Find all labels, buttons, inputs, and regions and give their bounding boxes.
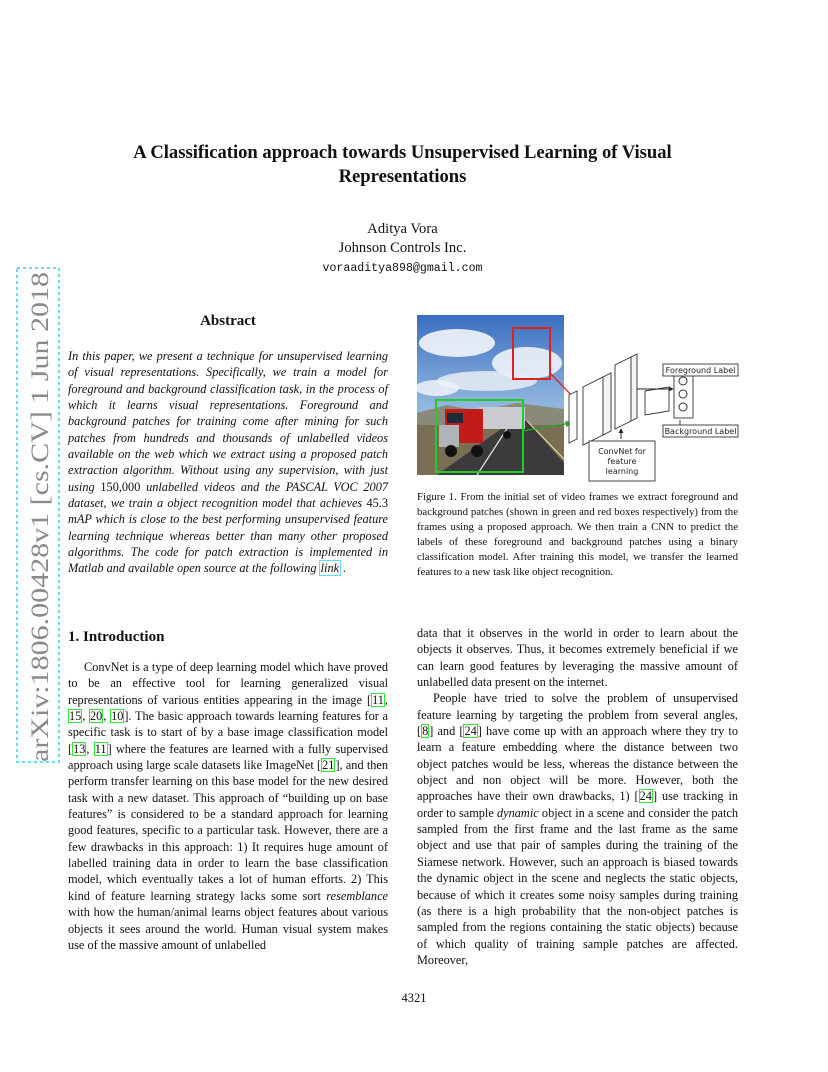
- abstract-body: [68, 348, 388, 577]
- right-column-body: [417, 625, 738, 968]
- intro-text-resemblance: resemblance: [326, 888, 388, 903]
- citation-24[interactable]: 24: [464, 724, 477, 739]
- author-email: voraaditya898@gmail.com: [322, 262, 483, 275]
- intro-p2-text-a: People have tried to solve the problem of unsupervised feature learning by targeting the problem from several angles,: [417, 691, 738, 722]
- intro-p2-and: and: [433, 724, 460, 739]
- intro-text-e: with how the human/animal learns object features about various objects it sees around the world. Human visual system makes use of the massive amount of unlabelled: [68, 905, 388, 952]
- citation-11b[interactable]: 11: [94, 741, 107, 756]
- convnet-layers: [569, 354, 669, 445]
- paper-title: [90, 141, 715, 189]
- citation-20[interactable]: 20: [90, 709, 103, 724]
- abstract-num-map: 45.3: [366, 496, 388, 511]
- introduction-paragraph-1: ConvNet is a type of deep learning model which have proved to be an effective tool for learning generalized visual representations of various entities appearing in the image [11, 15, 20, 10]. The basic approach towards learning features for a specific task is to start of by a base image classification model [13, 11] where the features are learned with a fully supervised approach using large scale datasets like ImageNet [21], and then perform transfer learning on this base model for the new desired task with a new dataset. This approach of “building up on base features” is considered to be a standard approach for learning good features, specific to a particular task. However, there are a few drawbacks in this approach: 1) It requires huge amount of labelled training data in order to learn the base classification model, which eventually takes a lot of human efforts. 2) This kind of feature learning strategy lacks some sort resemblance with how the human/animal learns object features about various objects it sees around the world. Human visual system makes use of the massive amount of unlabelled: [68, 660, 388, 952]
- figure-caption: Figure 1. From the initial set of video frames we extract foreground and background patches (shown in green and red boxes respectively) from the frames using a proposed approach. We then train a CNN to predict the labels of these foreground and background patches using a binary classification model. After training this model, we transfer the learned features to a new task like object recognition.: [417, 491, 738, 579]
- author-affiliation: Johnson Controls Inc.: [338, 240, 467, 256]
- abstract-text-3: mAP which is close to the best performing unsupervised feature learning technique whereas better than many other proposed algorithms. The code for patch extraction is implemented in Matlab and available open source at the following: [68, 512, 388, 576]
- background-label-box: [663, 425, 738, 437]
- introduction-paragraph-1-cont: data that it observes in the world in order to learn about the objects it observes. Thus, it becomes extremely beneficial if we can learn good features by leveraging the massive amount of unlabelled data present on the internet.: [417, 626, 738, 690]
- citation-10[interactable]: 10: [111, 709, 124, 724]
- author-name: Aditya Vora: [367, 221, 438, 237]
- convnet-label-line-1: ConvNet for: [598, 447, 646, 456]
- citation-13[interactable]: 13: [73, 741, 86, 756]
- code-link[interactable]: link: [320, 561, 340, 576]
- citation-8[interactable]: 8: [422, 724, 429, 739]
- foreground-label: Foreground Label: [665, 366, 736, 375]
- abstract-num-videos: 150,000: [100, 479, 141, 494]
- intro-text-c: where the features are learned with a fully supervised approach using large scale datasets like ImageNet: [68, 741, 388, 773]
- convnet-label-line-3: learning: [605, 467, 639, 476]
- abstract-heading: Abstract: [200, 313, 256, 329]
- arxiv-side-stamp: [14, 265, 62, 765]
- introduction-heading: 1. Introduction: [68, 629, 165, 645]
- paper-title-line-1: A Classification approach towards Unsupervised Learning of Visual: [133, 142, 672, 163]
- citation-24b[interactable]: 24: [639, 789, 652, 804]
- paper-title-line-2: Representations: [338, 166, 467, 187]
- abstract-text-1: In this paper, we present a technique for unsupervised learning of visual representations. Specifically, we train a model for foreground and background classification task, in the process of which it learns visual representations. Foreground and background patches for training come after mining for such patches from hundreds and thousands of unlabelled videos available on the web which we extract using a proposed patch extraction algorithm. Without using any supervision, with just using: [68, 349, 388, 494]
- intro-text-d: , and then perform transfer learning on this base model for the new desired task with a new dataset. This approach of “building up on base features” is considered to be a standard approach for learning good features, specific to a particular task. However, there are a few drawbacks in this approach: 1) It requires huge amount of labelled training data in order to learn the base classification model, which eventually takes a lot of human efforts. 2) This kind of feature learning strategy lacks some sort: [68, 758, 388, 903]
- intro-p2-text-c: use tracking in order to sample: [417, 789, 739, 820]
- citation-15[interactable]: 15: [69, 709, 82, 724]
- abstract-text-4: .: [340, 561, 347, 576]
- intro-text-a: ConvNet is a type of deep learning model which have proved to be an effective tool for learning generalized visual representations of various entities appearing in the image: [68, 660, 388, 707]
- foreground-label-box: [663, 364, 738, 376]
- citation-21[interactable]: 21: [322, 758, 335, 773]
- background-label: Background Label: [664, 427, 737, 436]
- output-nodes: [679, 377, 687, 411]
- arxiv-stamp-text[interactable]: arXiv:1806.00428v1 [cs.CV] 1 Jun 2018: [25, 345, 54, 762]
- convnet-label-box: [589, 441, 655, 481]
- intro-p2-text-b: have come up with an approach where they try to learn a feature embedding where the distance between two object patches would be less, whereas the distance between the object and non object will be more. However, both the approaches have their own drawbacks, 1): [417, 724, 738, 804]
- intro-text-b: . The basic approach towards learning features for a specific task is to start of by a base image classification model: [68, 709, 388, 740]
- page-number: 4321: [401, 991, 427, 1005]
- citation-11[interactable]: 11: [372, 692, 384, 707]
- intro-p2-text-d: object in a scene and consider the patch sampled from the first frame and the last frame as the same object and use that pair of samples during the training of the Siamese network. However, such an approach is biased towards the dynamic object in the scene and neglects the static objects, because of which it creates some noisy samples during training (as there is a high probability that the non-object patches is sampled from the regions containing the static objects) because of which quality of training sample patches are affected. Moreover,: [417, 805, 738, 967]
- convnet-label-line-2: feature: [607, 457, 637, 466]
- abstract-text-2: unlabelled videos and the PASCAL VOC 2007 dataset, we train a object recognition model that achieves: [68, 479, 388, 511]
- introduction-paragraph-2: People have tried to solve the problem of unsupervised feature learning by targeting the problem from several angles, [8] and [24] have come up with an approach where they try to learn a feature embedding where the distance between two object patches would be less, whereas the distance between the object and non object will be more. However, both the approaches have their own drawbacks, 1) [24] use tracking in order to sample dynamic object in a scene and consider the patch sampled from the first frame and the last frame as the same object and use that pair of samples during the training of the Siamese network. However, such an approach is biased towards the dynamic object in the scene and neglects the static objects, because of which it creates some noisy samples during training (as there is a high probability that the non-object patches is sampled from the regions containing the static objects) because of which quality of training sample patches are affected. Moreover,: [417, 691, 739, 967]
- figure-1-diagram: [417, 313, 741, 485]
- truck-photo: [417, 315, 564, 475]
- intro-p2-dynamic: dynamic: [497, 805, 539, 820]
